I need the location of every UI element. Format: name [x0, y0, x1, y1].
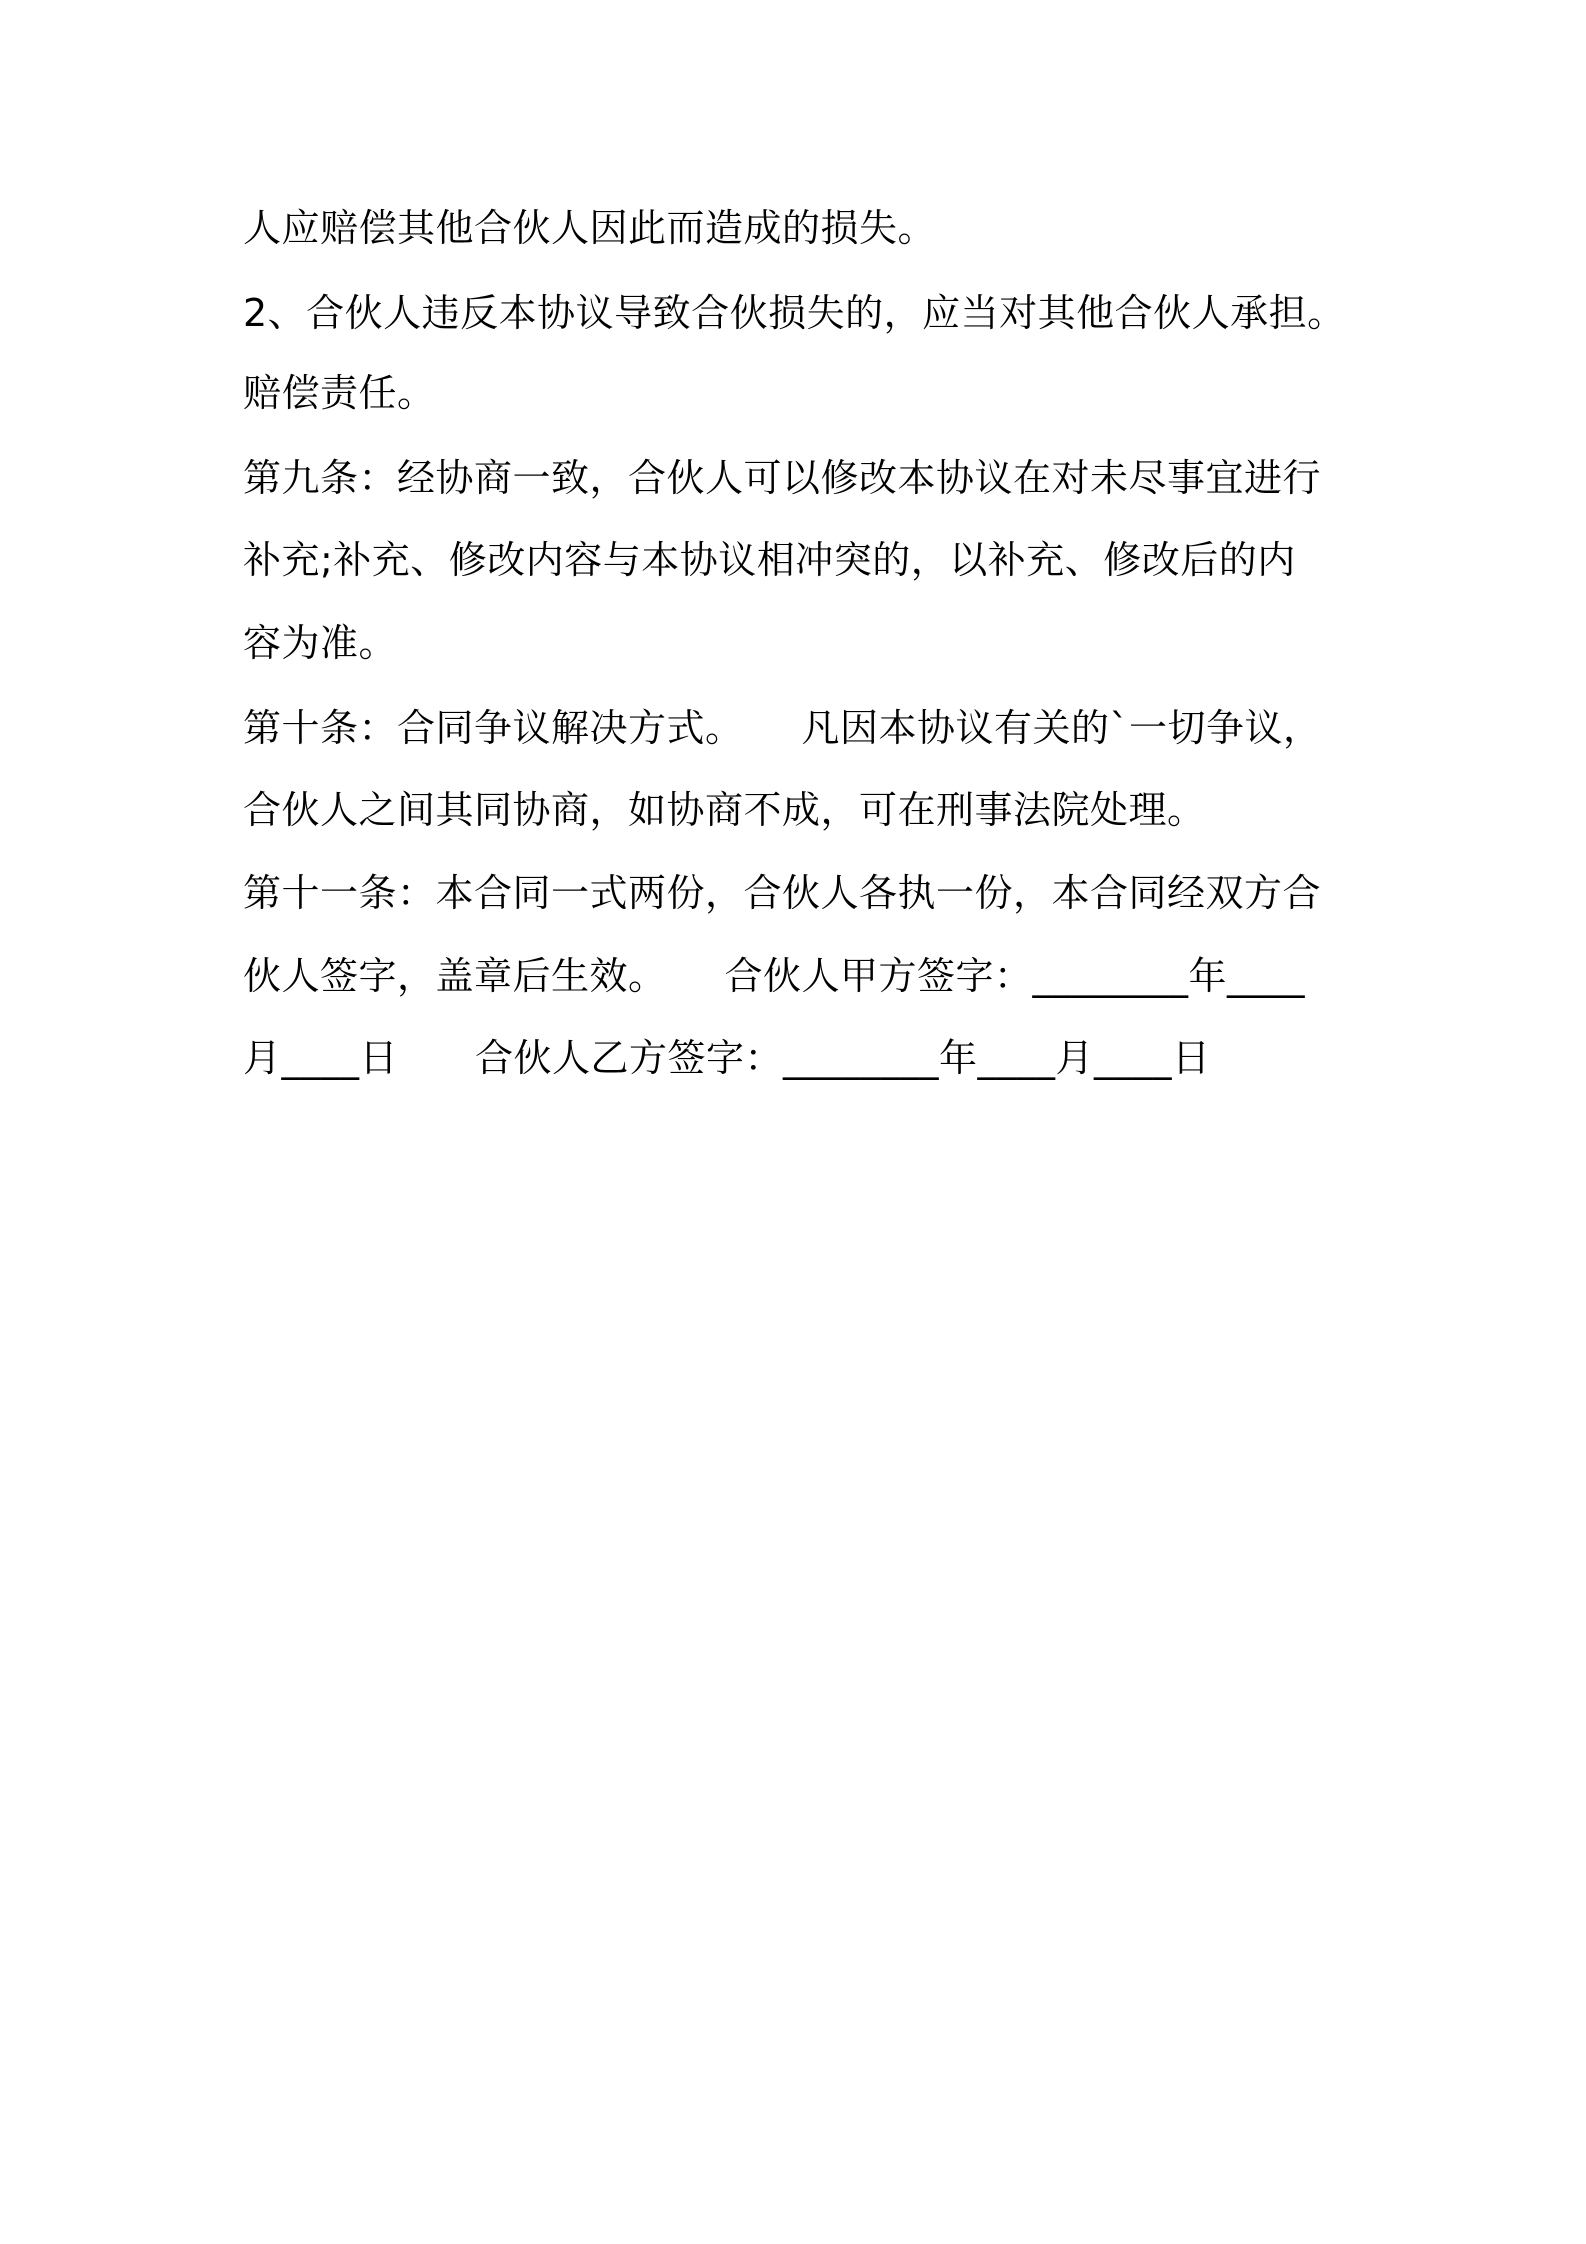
text-line-11: 月____日 合伙人乙方签字：________年____月____日 — [243, 1036, 1211, 1080]
text-line-8: 合伙人之间其同协商，如协商不成，可在刑事法院处理。 — [243, 788, 1206, 832]
text-line-2: 2、合伙人违反本协议导致合伙损失的，应当对其他合伙人承担。 — [243, 291, 1346, 335]
text-line-6: 容为准。 — [243, 621, 398, 665]
text-line-7: 第十条：合同争议解决方式。 凡因本协议有关的`一切争议， — [243, 706, 1322, 750]
text-line-3: 赔偿责任。 — [243, 371, 436, 415]
text-line-4: 第九条：经协商一致，合伙人可以修改本协议在对未尽事宜进行 — [243, 456, 1322, 500]
text-line-10: 伙人签字，盖章后生效。 合伙人甲方签字：________年____ — [243, 954, 1306, 998]
text-line-9: 第十一条：本合同一式两份，合伙人各执一份，本合同经双方合 — [243, 871, 1322, 915]
text-line-1: 人应赔偿其他合伙人因此而造成的损失。 — [243, 206, 937, 250]
text-line-5: 补充;补充、修改内容与本协议相冲突的，以补充、修改后的内 — [243, 538, 1296, 582]
